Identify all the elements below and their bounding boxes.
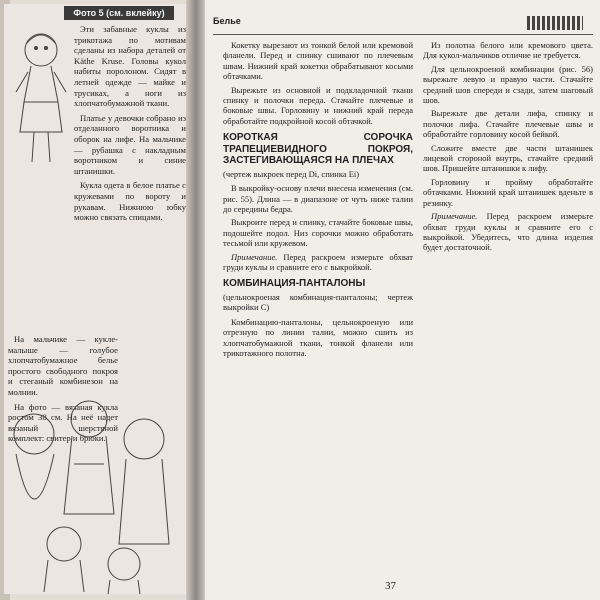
left-upper-text <box>74 24 186 227</box>
note-paragraph <box>423 211 593 253</box>
heading-combination: КОМБИНАЦИЯ-ПАНТАЛОНЫ <box>223 278 366 290</box>
dolls-group-sketch <box>4 394 190 594</box>
right-page-header <box>213 16 593 35</box>
decorative-pattern <box>527 16 583 30</box>
subheading-pattern-ref: (цельнокроеная комбинация-панталоны; чертеж выкройки С) <box>223 291 413 313</box>
paragraph: Из полотна белого или кремового цвета. Для кукол-мальчиков отличие не требуется. <box>423 40 593 61</box>
text-column-right <box>423 40 593 580</box>
page-number: 37 <box>385 580 396 592</box>
paragraph: Кукла одета в белое платье с кружевами по вороту и рукавам. Нижнюю юбку можно связать спицами. <box>74 180 186 223</box>
paragraph: Для цельнокроеной комбинации (рис. 56) вырежьте левую и правую части. Стачайте средний шов спереди и сзади, затем шаговый шов. <box>423 63 593 106</box>
left-page-header: Фото 5 (см. вклейку) <box>64 6 174 20</box>
paragraph: Платье у девочки собрано из отделанного воротника и оборок на лифе. На мальчике — рубашка с накладным воротником и синие штанишки. <box>74 112 186 176</box>
paragraph: На мальчике — кукле-малыше — голубое хлопчатобумажное белье простого свободного покроя и стеганый комбинезон на молнии. <box>8 334 118 397</box>
note-label: Примечание. <box>231 251 278 262</box>
note-text: Перед раскроем измерьте обхват груди куклы и сравните его с выкройкой. <box>223 251 413 272</box>
paragraph: Выкроите перед и спинку, стачайте боковые швы, подошейте подол. Низ сорочки можно обработать тесьмой или кружевом. <box>223 217 413 249</box>
left-page <box>4 4 190 594</box>
paragraph: Эти забавные куклы из трикотажа по мотивам сделаны из набора деталей от Käthe Kruse. Головы кукол набиты поролоном. Сидят в летней одежде — майке и трусиках, а ноги из хлопчатобумажной ткани. <box>74 24 186 109</box>
heading-short-chemise: КОРОТКАЯ СОРОЧКА ТРАПЕЦИЕВИДНОГО ПОКРОЯ, ЗАСТЕГИВАЮЩАЯСЯ НА ПЛЕЧАХ <box>223 132 413 167</box>
subheading-pattern-ref: (чертеж выкроек перед Di, спинка Ei) <box>223 168 360 179</box>
paragraph: Горловину и пройму обработайте обтачками. Нижний край штанишек вденьте в резинку. <box>423 176 593 208</box>
text-column-left <box>223 40 413 580</box>
paragraph: Кокетку вырезают из тонкой белой или кремовой фланели. Перед и спинку сшивают по плечевым швам. Нижний край кокетки обрабатывают косыми обтачками. <box>223 40 413 82</box>
note-label: Примечание. <box>431 211 478 222</box>
paragraph: Вырежьте из основной и подкладочной ткани спинку и полочки переда. Стачайте плечевые и боковые швы. Горловину и нижний край переда обработайте подкройной косой обтачкой. <box>223 84 413 126</box>
section-title: Белье <box>213 16 241 26</box>
paragraph: В выкройку-основу плечи внесена изменения (см. рис. 55). Длина — в диапазоне от чуть ниже талии до середины бедра. <box>223 183 413 214</box>
paragraph: Вырежьте две детали лифа, спинку и полочки лифа. Стачайте плечевые швы и обработайте горловину косой бейкой. <box>423 108 593 140</box>
paragraph: На фото — вязаная кукла ростом 38 см. На неё надет вязаный шерстяной комплект: свитер и брюки. <box>8 401 118 444</box>
doll-sketch-top <box>6 22 76 172</box>
paragraph: Сложите вместе две части штанишек лицевой стороной внутрь, стачайте средний шов. Пришейте штанишки к лифу. <box>423 142 593 174</box>
note-text: Перед раскроем измерьте обхват груди куклы и сравните его с выкройкой. Убедитесь, что длина изделия будет достаточной. <box>423 211 594 253</box>
note-paragraph <box>223 252 413 273</box>
right-page <box>205 0 600 600</box>
paragraph: Комбинацию-панталоны, цельнокроеную или отрезную по линии талии, можно сшить из хлопчатобумажной ткани, тонкой фланели или трикотажного полотна. <box>223 316 413 358</box>
